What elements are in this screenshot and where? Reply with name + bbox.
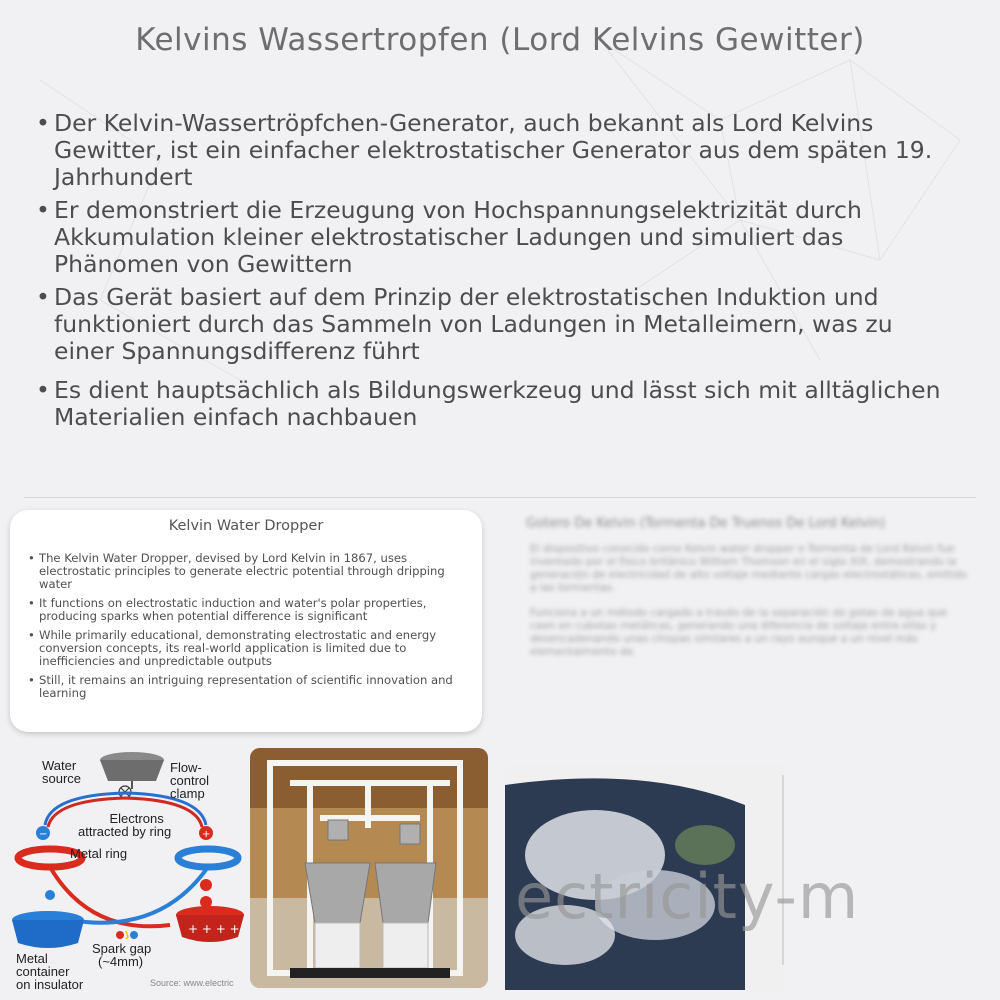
bullet-item: • Er demonstriert die Erzeugung von Hochspannungselektrizität durch Akkumulation kleiner elektrostatischer Ladungen und simuliert das Phänomen von Gewittern [34, 197, 954, 278]
card-bullet-list [28, 552, 473, 706]
label-spark-gap: Spark gap (~4mm) [92, 941, 152, 969]
blurred-title: Gotero De Kelvin (Tormenta De Truenos De Lord Kelvin) [526, 516, 886, 531]
svg-text:−: − [39, 829, 48, 840]
apparatus-illustration [250, 748, 488, 988]
diagram-source-credit: Source: www.electric [150, 978, 234, 988]
blurred-paragraph: Funciona a un método cargado a través de la separación de gotas de agua que caen en cubetas metálicas, generando una diferencia de voltaje entre ellas y desencadenando unas chispas similares a un rayo aunque a un nivel más elementalmente de. [530, 607, 948, 658]
bullet-item: • Es dient hauptsächlich als Bildungswerkzeug und lässt sich mit alltäglichen Materialien einfach nachbauen [34, 377, 954, 431]
kelvin-dropper-diagram [10, 745, 255, 990]
blurred-paragraph: El dispositivo conocido como Kelvin water dropper o Tormenta de Lord Kelvin fue inventado por el físico británico William Thomson en el siglo XIX, demostrando la generación de electricidad de alto voltaje mediante cargas electrostáticas, emitido a las tormentas. [530, 543, 967, 594]
svg-text:+: + [202, 829, 211, 840]
main-bullet-list [34, 110, 954, 437]
blurred-spanish-panel [512, 510, 990, 710]
svg-text:+ + + +: + + + + [188, 922, 240, 936]
apparatus-photo [250, 748, 488, 988]
card-bullet-item: • Still, it remains an intriguing representation of scientific innovation and learning [28, 674, 473, 700]
bullet-item: • Das Gerät basiert auf dem Prinzip der elektrostatischen Induktion und funktioniert durch das Sammeln von Ladungen in Metalleimern, was zu einer Spannungsdifferenz führt [34, 284, 954, 365]
card-bullet-item: • The Kelvin Water Dropper, devised by Lord Kelvin in 1867, uses electrostatic principles to generate electric potential through dripping water [28, 552, 473, 591]
card-title: Kelvin Water Dropper [168, 518, 324, 534]
card-bullet-item: • It functions on electrostatic induction and water's polar properties, producing sparks when potential difference is significant [28, 597, 473, 623]
label-water-source: Water source [42, 758, 82, 786]
bullet-item: • Der Kelvin-Wassertröpfchen-Generator, auch bekannt als Lord Kelvins Gewitter, ist ein einfacher elektrostatischer Generator aus dem späten 19. Jahrhundert [34, 110, 954, 191]
english-summary-card [10, 510, 482, 732]
page-title: Kelvins Wassertropfen (Lord Kelvins Gewitter) [135, 22, 865, 58]
label-electrons: Electrons attracted by ring [78, 811, 172, 839]
label-flow-clamp: Flow- control clamp [170, 760, 210, 801]
watermark-text: ectricity-m [515, 860, 860, 933]
section-divider [24, 497, 976, 498]
label-metal-container: Metal container on insulator [16, 951, 84, 992]
card-bullet-item: • While primarily educational, demonstrating electrostatic and energy conversion concepts, its real-world application is limited due to inefficiencies and unpredictable outputs [28, 629, 473, 668]
label-metal-ring: Metal ring [70, 846, 128, 861]
